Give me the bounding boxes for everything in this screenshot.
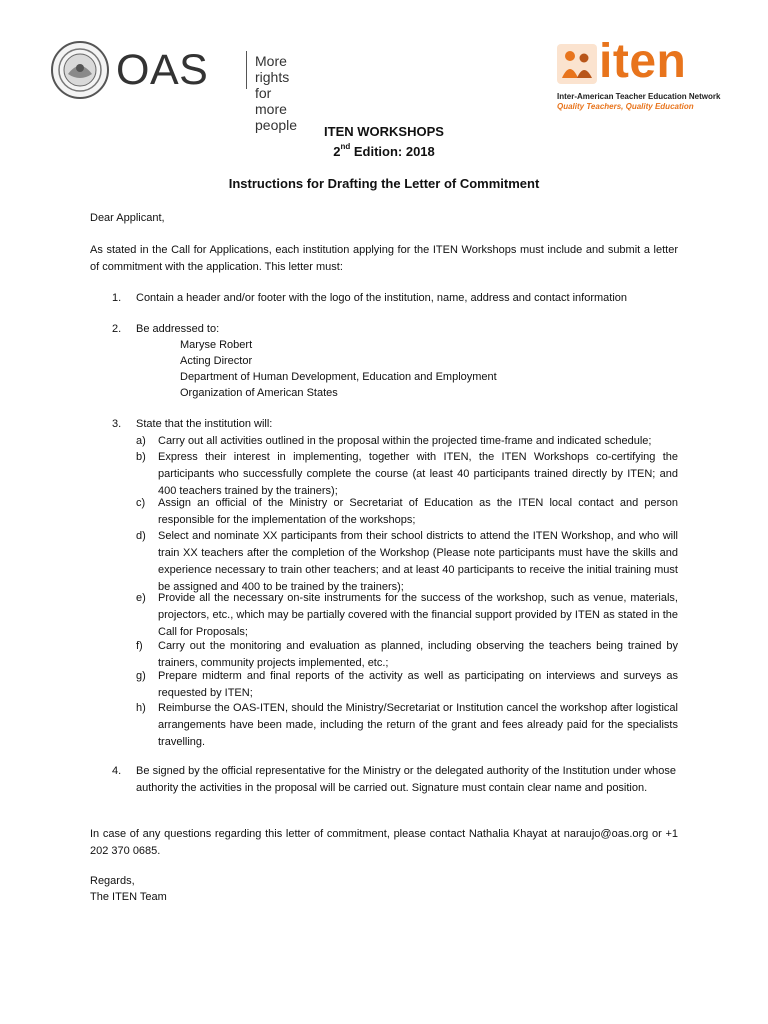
intro-paragraph: As stated in the Call for Applications, each institution applying for the ITEN Workshops must include and submit a letter of commitment with the application. This letter must: bbox=[90, 244, 678, 273]
edition-rest: Edition: 2018 bbox=[350, 144, 435, 159]
oas-wordmark: OAS bbox=[116, 46, 209, 94]
subitem-f-letter: f) bbox=[136, 640, 143, 652]
edition-number: 2 bbox=[333, 144, 341, 159]
edition-suffix: nd bbox=[340, 142, 351, 151]
address-title: Acting Director bbox=[180, 355, 253, 367]
subitem-g-letter: g) bbox=[136, 670, 146, 682]
item-3-text: State that the institution will: bbox=[136, 418, 273, 430]
address-name: Maryse Robert bbox=[180, 339, 253, 351]
item-1-number: 1. bbox=[112, 292, 122, 304]
document-heading: Instructions for Drafting the Letter of Commitment bbox=[228, 176, 540, 191]
subitem-c-text: Assign an official of the Ministry or Secretariat of Education as the ITEN local contact and person responsible for the implementation of the workshops; bbox=[158, 497, 678, 526]
subitem-h-letter: h) bbox=[136, 702, 146, 714]
subitem-h-text: Reimburse the OAS-ITEN, should the Ministry/Secretariat or Institution cancel the workshop after logistical arrangements have been made, including the return of the grant and fees already paid for the specialists travelling. bbox=[158, 702, 678, 748]
subitem-b-text: Express their interest in implementing, together with ITEN, the ITEN Workshops co-certifying the participants who successfully complete the course (at least 40 participants trained directly by ITEN; and 400 teachers trained by the trainers); bbox=[158, 451, 678, 497]
address-department: Department of Human Development, Education and Employment bbox=[180, 371, 497, 383]
iten-people-icon bbox=[557, 44, 597, 84]
iten-subtitle: Inter-American Teacher Education Network bbox=[557, 92, 721, 101]
title-edition bbox=[0, 144, 768, 159]
oas-tagline bbox=[255, 53, 297, 133]
item-1-text: Contain a header and/or footer with the logo of the institution, name, address and contact information bbox=[136, 292, 628, 304]
title-line1: ITEN WORKSHOPS bbox=[324, 124, 444, 139]
subitem-b-letter: b) bbox=[136, 451, 146, 463]
oas-tagline-line2: for more people bbox=[255, 85, 298, 133]
oas-logo bbox=[50, 40, 298, 133]
subitem-d-text: Select and nominate XX participants from their school districts to attend the ITEN Workshop, and who will train XX teachers after the completion of the Workshop (Please note participants must have the skills and experience necessary to train other teachers; and at least 40 participants to receive the initial training must be assigned and 400 to be trained by the trainers); bbox=[158, 530, 678, 593]
subitem-f-text: Carry out the monitoring and evaluation as planned, including observing the teachers being trained by trainers, community projects implemented, etc.; bbox=[158, 640, 678, 669]
subitem-e-letter: e) bbox=[136, 592, 146, 604]
item-2-number: 2. bbox=[112, 323, 122, 335]
iten-slogan: Quality Teachers, Quality Education bbox=[557, 102, 694, 111]
contact-paragraph: In case of any questions regarding this letter of commitment, please contact Nathalia Khayat at naraujo@oas.org or +1 202 370 0685. bbox=[90, 828, 678, 857]
oas-tagline-line1: More rights bbox=[255, 53, 290, 85]
iten-wordmark: iten bbox=[599, 35, 687, 88]
oas-seal-icon bbox=[50, 40, 110, 100]
item-4-number: 4. bbox=[112, 765, 122, 777]
salutation: Dear Applicant, bbox=[90, 212, 165, 224]
subitem-g-text: Prepare midterm and final reports of the activity as well as participating on interviews and surveys as requested by ITEN; bbox=[158, 670, 678, 699]
iten-logo bbox=[555, 35, 721, 112]
closing: Regards, bbox=[90, 875, 135, 887]
item-4-text: Be signed by the official representative for the Ministry or the delegated authority of the Institution under whose authority the activities in the proposal will be carried out. Signature must contain clear name and position. bbox=[136, 765, 676, 794]
item-2-text: Be addressed to: bbox=[136, 323, 220, 335]
subitem-d-letter: d) bbox=[136, 530, 146, 542]
signature: The ITEN Team bbox=[90, 891, 167, 903]
oas-divider bbox=[246, 51, 247, 89]
subitem-e-text: Provide all the necessary on-site instruments for the success of the workshop, such as venue, materials, projectors, etc., which may be partially covered with the financial support provided by ITEN as stated in the Call for Proposals; bbox=[158, 592, 678, 638]
subitem-c-letter: c) bbox=[136, 497, 146, 509]
item-3-number: 3. bbox=[112, 418, 122, 430]
subitem-a-text: Carry out all activities outlined in the proposal within the projected time-frame and indicated schedule; bbox=[158, 435, 652, 447]
subitem-a-letter: a) bbox=[136, 435, 146, 447]
address-organization: Organization of American States bbox=[180, 387, 338, 399]
